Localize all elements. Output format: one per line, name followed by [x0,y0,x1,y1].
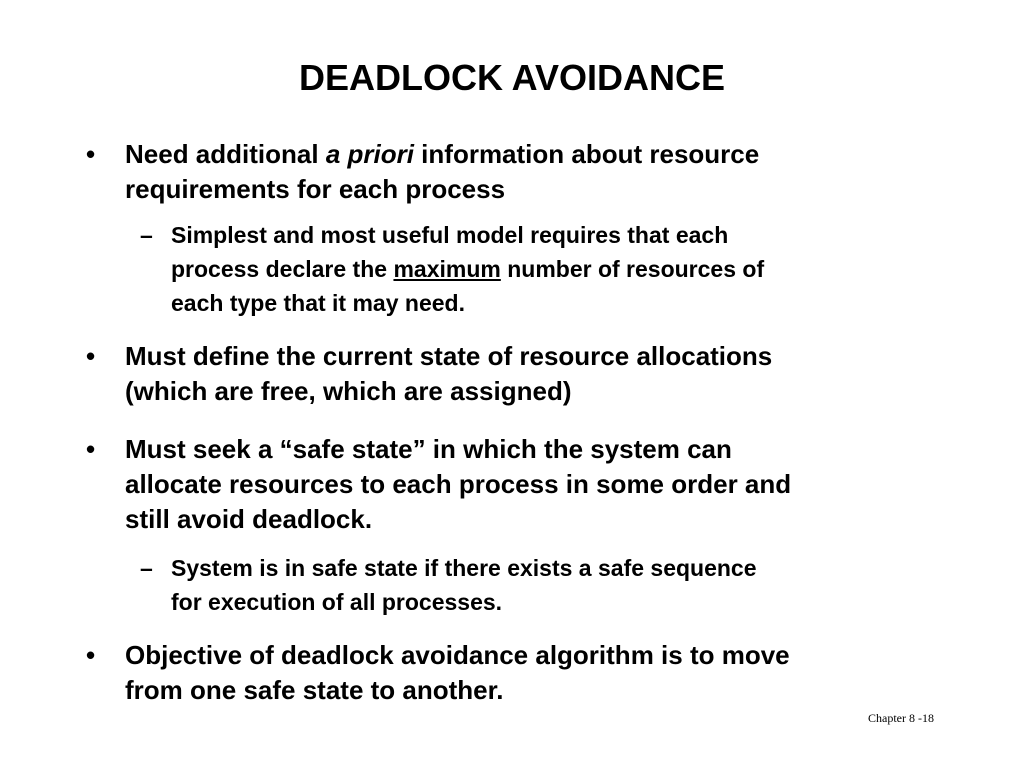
bullet-marker: • [86,640,96,670]
sub-bullet-marker: – [140,555,153,581]
sub-bullet-marker: – [140,222,153,248]
bullet-line: still avoid deadlock. [125,504,373,534]
underlined-phrase: maximum [393,256,501,282]
sub-bullet-line: for execution of all processes. [171,589,503,615]
slide-title: DEADLOCK AVOIDANCE [298,57,725,98]
text-segment: process declare the [171,256,394,282]
sub-bullet-text [171,218,931,320]
bullet-line: Objective of deadlock avoidance algorithm is to move [125,640,790,670]
bullet-line: (which are free, which are assigned) [125,376,572,406]
slide-footer: Chapter 8 -18 [868,711,934,725]
sub-bullet-line: System is in safe state if there exists a safe sequence [171,555,757,581]
text-segment: Need additional [125,139,326,169]
italic-phrase: a priori [325,139,414,169]
bullet-line: from one safe state to another. [125,675,504,705]
sub-bullet-line [171,252,931,286]
bullet-marker: • [86,139,96,169]
sub-bullet-line: each type that it may need. [171,290,465,316]
bullet-line: Must seek a “safe state” in which the system can [125,434,732,464]
bullet-line: requirements for each process [125,174,506,204]
text-segment: information about resource [413,139,760,169]
bullet-line: Must define the current state of resource allocations [125,341,773,371]
bullet-line [125,137,945,172]
sub-bullet-text [171,551,931,619]
bullet-marker: • [86,434,96,464]
bullet-text [125,137,945,207]
text-segment: number of resources of [500,256,765,282]
bullet-line: allocate resources to each process in some order and [125,469,792,499]
bullet-text [125,339,945,409]
sub-bullet-line: Simplest and most useful model requires that each [171,222,729,248]
bullet-marker: • [86,341,96,371]
bullet-text [125,638,945,708]
bullet-text [125,432,945,537]
